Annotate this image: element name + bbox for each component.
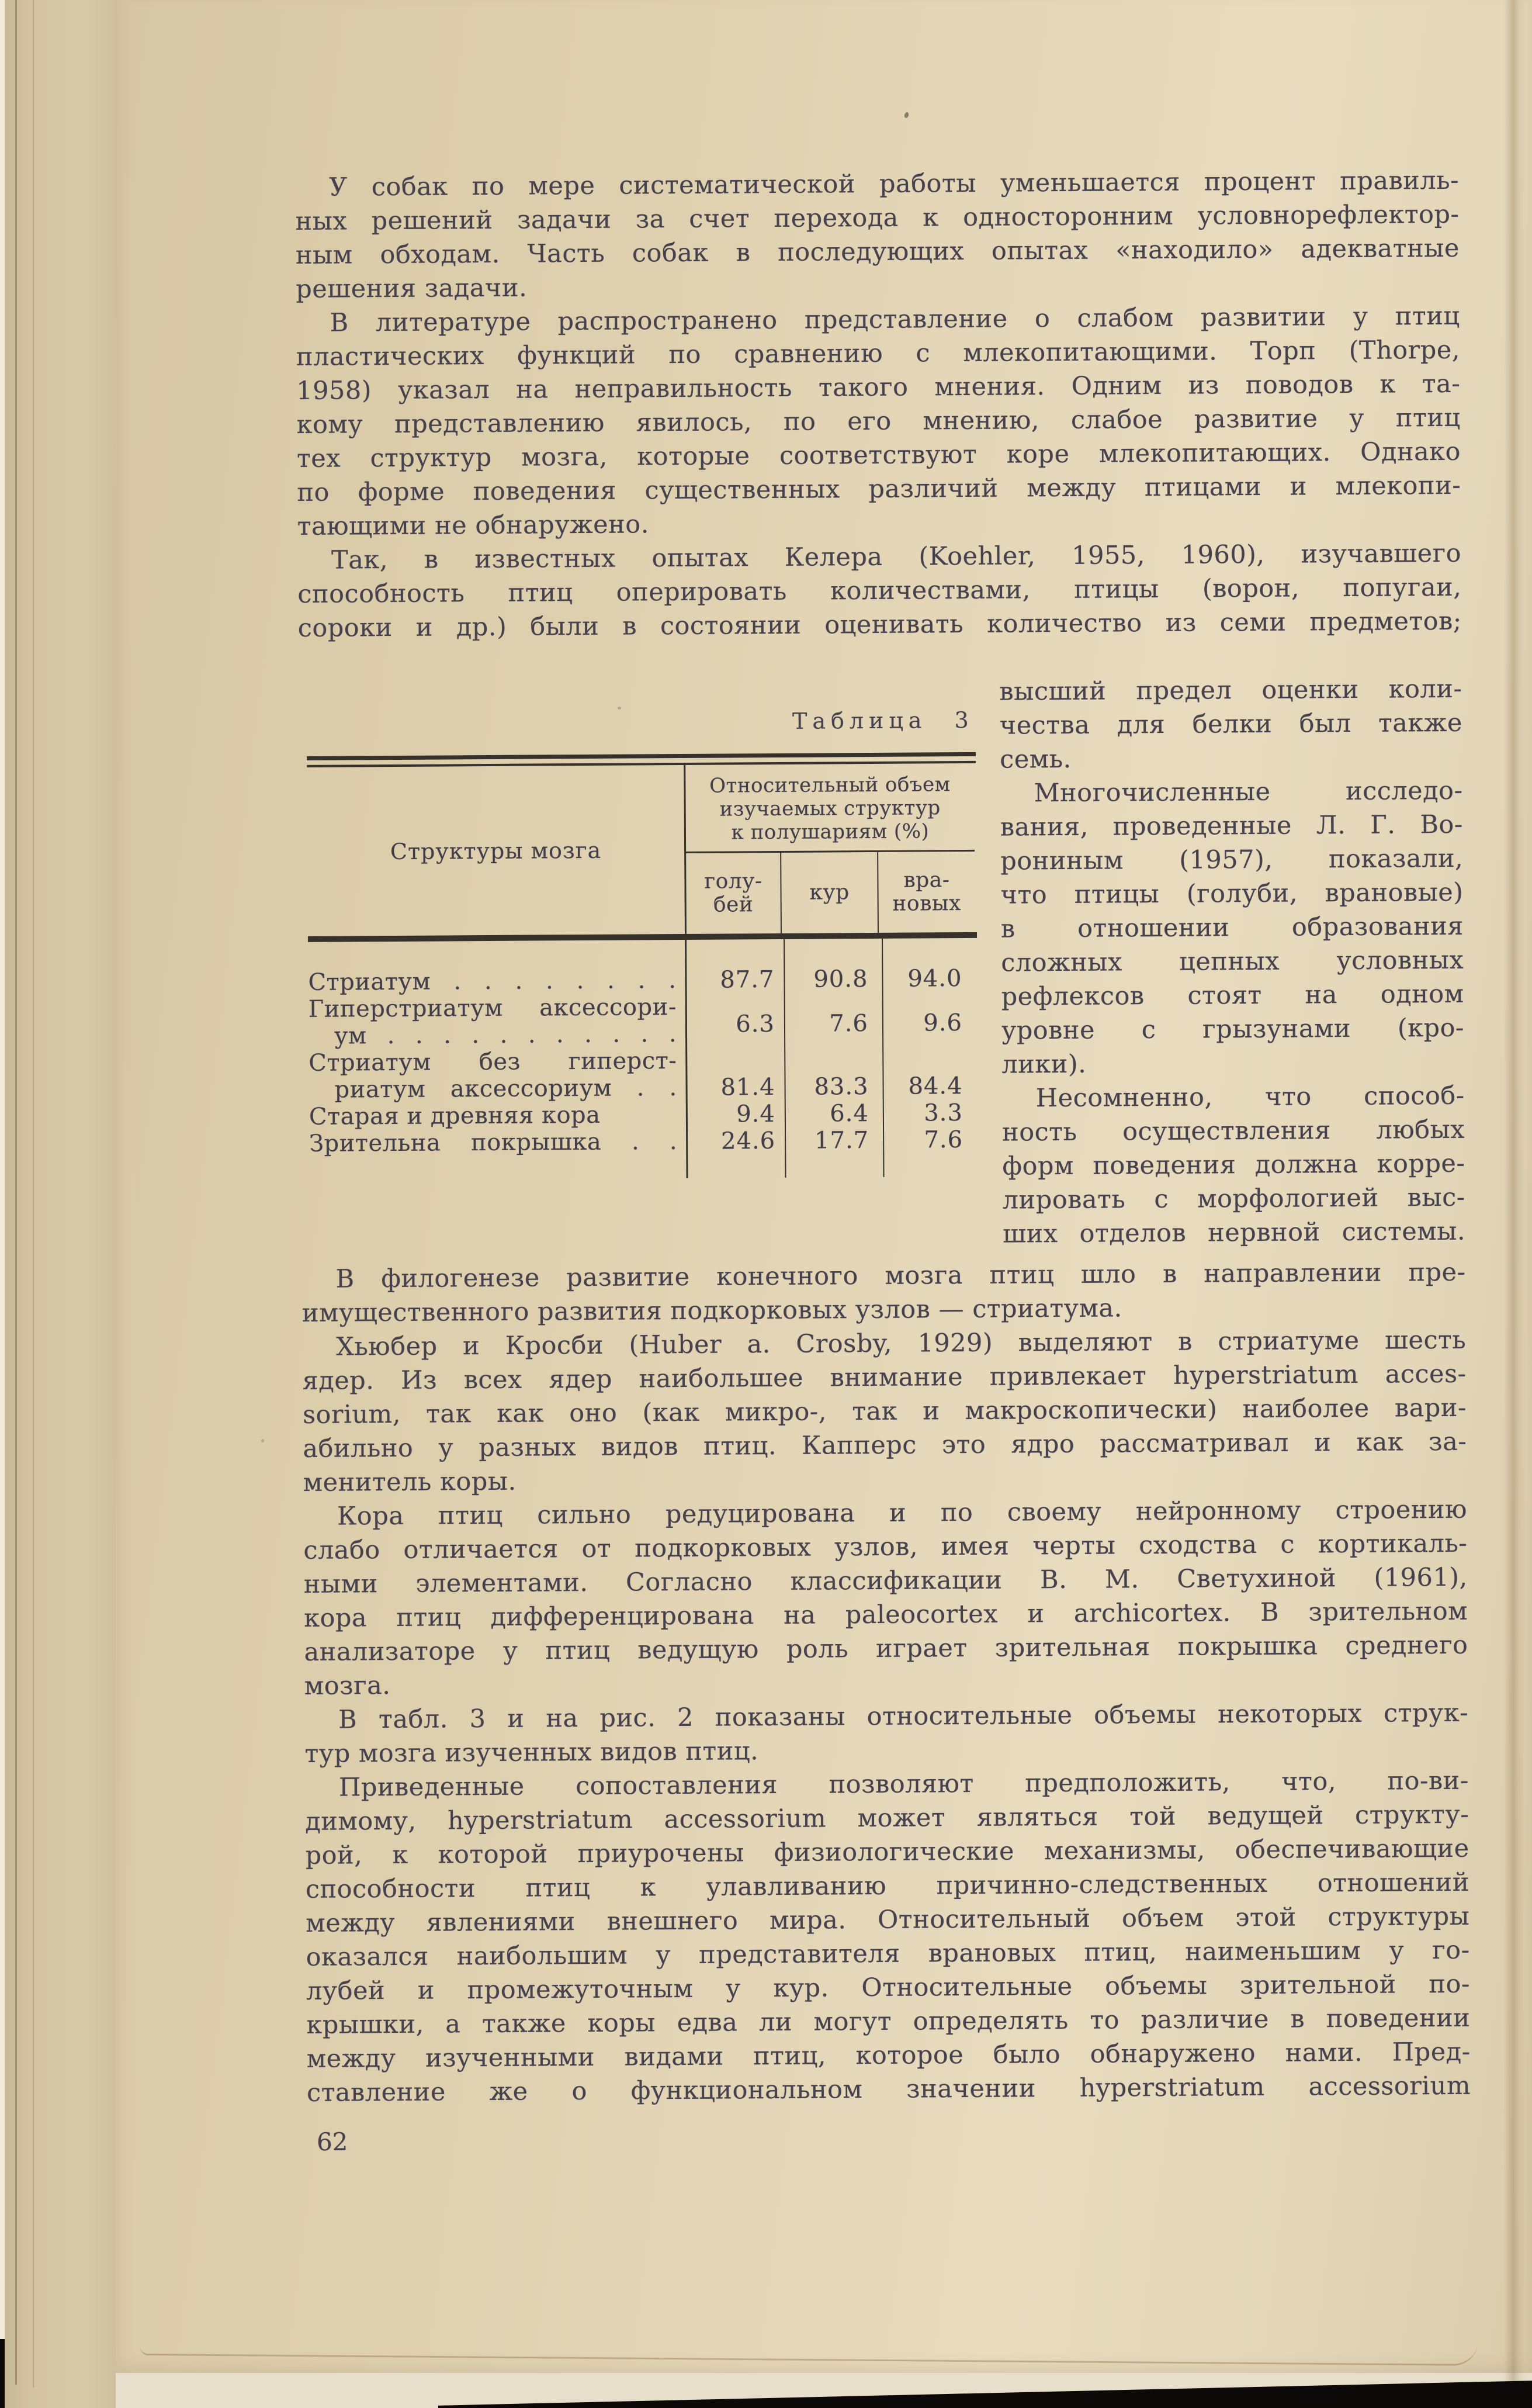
text-line: Хьюбер и Кросби (Huber a. Crosby, 1929) выделяют в стриатуме шесть [336, 1325, 1467, 1362]
cell-value: 17.7 [814, 1127, 869, 1154]
text-line: чества для белки был также [999, 708, 1462, 741]
paragraph [305, 1764, 1471, 2110]
group-header-line: изучаемых структур [719, 796, 941, 821]
text-line: пластических функций по сравнению с млекопитающими. Торп (Thorpe, [296, 335, 1461, 372]
page-text-column [295, 164, 1471, 2110]
text-line: высший предел оценки коли- [999, 674, 1462, 707]
text-line: рой, к которой приурочены физиологические механизмы, обеспечивающие [305, 1833, 1469, 1870]
text-line: 1958) указал на неправильность такого мнения. Одним из поводов к та- [296, 369, 1461, 406]
paragraph [301, 1255, 1466, 1330]
text-line: В литературе распространено представление о слабом развитии у птиц [330, 301, 1460, 338]
text-line: Приведенные сопоставления позволяют предположить, что, по-ви- [338, 1766, 1469, 1802]
text-line: по форме поведения существенных различий между птицами и млекопи- [297, 470, 1461, 507]
text-line: тающими не обнаружено. [297, 510, 650, 541]
text-line: лики). [1001, 1049, 1087, 1080]
paragraph [303, 1493, 1468, 1703]
text-line: ших отделов нервной системы. [1002, 1216, 1466, 1249]
text-line: абильно у разных видов птиц. Капперс это ядро рассматривал и как за- [303, 1427, 1467, 1464]
column-header-line: новых [892, 891, 961, 916]
row-label: Зрительна покрышка . . [309, 1128, 678, 1157]
paragraph [1002, 1079, 1466, 1251]
text-line: ставление же о функциональном значении hyperstriatum accessorium [306, 2071, 1471, 2108]
row-label: Гиперстриатум аксессори- [308, 994, 677, 1023]
page-number: 62 [316, 2127, 348, 2157]
row-label: риатум аксессориум . . [334, 1074, 677, 1103]
text-line: лубей и промежуточным у кур. Относительные объемы зрительной по- [306, 1969, 1471, 2006]
text-line: тех структур мозга, которые соответствуют коре млекопитающих. Однако [296, 437, 1461, 473]
cell-value: 87.7 [720, 966, 775, 994]
text-line: слабо отличается от подкорковых узлов, имея черты сходства с кортикаль- [303, 1528, 1468, 1565]
cell-value: 6.4 [830, 1100, 869, 1127]
text-line: В филогенезе развитие конечного мозга птиц шло в направлении пре- [335, 1257, 1466, 1294]
text-line: что птицы (голуби, врановые) [1000, 877, 1464, 910]
cell-value: 81.4 [720, 1074, 775, 1101]
text-line: Несомненно, что способ- [1035, 1081, 1465, 1113]
text-line: менитель коры. [303, 1466, 517, 1497]
cell-value: 84.4 [908, 1072, 963, 1100]
table-row [308, 965, 977, 996]
group-header-line: Относительный объем [709, 773, 951, 798]
text-line: форм поведения должна корре- [1002, 1148, 1465, 1181]
text-line: способность птиц оперировать количествами, птицы (ворон, попугаи, [297, 572, 1462, 609]
data-table [307, 752, 978, 1181]
text-line: анализаторе у птиц ведущую роль играет зрительная покрышка среднего [304, 1630, 1468, 1667]
table-row [309, 1046, 978, 1103]
page-edge-line [15, 0, 17, 2385]
paragraph [295, 164, 1460, 306]
text-line: между изученными видами птиц, которое было обнаружено нами. Пред- [306, 2037, 1471, 2074]
text-line: семь. [1000, 744, 1072, 774]
text-line: между явлениями внешнего мира. Относительный объем этой структуры [306, 1901, 1470, 1938]
table-stub-header: Структуры мозга [390, 837, 602, 864]
cell-value: 3.3 [924, 1099, 963, 1127]
column-header-line: вра- [903, 868, 950, 892]
page-edge-line [33, 0, 34, 2388]
text-line: уровне с грызунами (кро- [1001, 1013, 1465, 1046]
text-line: sorium, так как оно (как микро-, так и макроскопически) наиболее вари- [302, 1393, 1467, 1430]
text-line: решения задачи. [296, 273, 528, 304]
page-crease-shadow [1504, 0, 1525, 2382]
text-line: мозга. [304, 1671, 391, 1701]
paragraph [304, 1696, 1469, 1771]
cell-value: 83.3 [814, 1073, 869, 1101]
cell-value: 6.3 [736, 1011, 775, 1038]
table-subheaders [686, 852, 975, 934]
table-column [298, 675, 979, 1255]
paragraph [296, 299, 1461, 544]
text-line: Многочисленные исследо- [1034, 776, 1463, 808]
column-header-pigeons [686, 853, 782, 934]
text-line: У собак по мере систематической работы уменьшается процент правиль- [329, 165, 1460, 202]
text-line: в отношении образования [1000, 911, 1464, 944]
text-line: сороки и др.) были в состоянии оценивать количество из семи предметов; [297, 606, 1462, 643]
text-line: оказался наибольшим у представителя врановых птиц, наименьшим у го- [306, 1935, 1470, 1972]
text-line: ность осуществления любых [1001, 1115, 1465, 1147]
book-page-edges [5, 0, 119, 2408]
cell-value: 7.6 [924, 1126, 963, 1154]
text-line: ным обходам. Часть собак в последующих опытах «находило» адекватные [295, 233, 1460, 270]
text-line: В табл. 3 и на рис. 2 показаны относительные объемы некоторых струк- [338, 1698, 1469, 1735]
text-line: ными элементами. Согласно классификации В. М. Светухиной (1961), [303, 1562, 1468, 1599]
text-line: рефлексов стоят на одном [1001, 979, 1464, 1012]
paper-speck [261, 1439, 264, 1442]
column-header-hens [781, 852, 879, 933]
column-header-line: кур [809, 880, 850, 905]
table-group [684, 763, 975, 934]
paragraph [1000, 774, 1464, 1082]
cell-value: 9.6 [923, 1009, 963, 1037]
cell-value: 24.6 [720, 1127, 776, 1155]
table-caption: Таблица 3 [792, 707, 974, 734]
cell-value: 7.6 [829, 1010, 869, 1037]
text-line: кому представлению явилось, по его мнению, слабое развитие у птиц [296, 403, 1461, 440]
text-line: рониным (1957), показали, [1000, 843, 1464, 876]
column-header-corvids [878, 852, 975, 933]
text-line: ных решений задачи за счет перехода к односторонним условнорефлектор- [295, 199, 1460, 236]
column-header-line: бей [713, 892, 754, 917]
table-row [309, 1099, 978, 1130]
group-header-line: к полушариям (%) [731, 819, 930, 845]
text-line: Кора птиц сильно редуцирована и по своему нейронному строению [337, 1494, 1468, 1531]
text-line: димому, hyperstriatum accessorium может являться той ведущей структу- [305, 1800, 1469, 1836]
row-label: Стриатум . . . . . . . . [308, 967, 677, 996]
text-line: кора птиц дифференцирована на paleocortex и archicortex. В зрительном [303, 1596, 1468, 1633]
text-line: Так, в известных опытах Келера (Koehler, 1955, 1960), изучавшего [331, 538, 1462, 575]
row-label: Старая и древняя кора [309, 1101, 601, 1130]
table-row [309, 1126, 978, 1157]
row-label: Стриатум без гиперст- [309, 1047, 677, 1077]
text-line: способности птиц к улавливанию причинно-следственных отношений [305, 1867, 1470, 1904]
row-label: ум . . . . . . . . . . . [334, 1020, 677, 1050]
paragraph [999, 672, 1462, 777]
paragraph [297, 537, 1462, 645]
table-group-header [685, 763, 975, 853]
text-line: крышки, а также коры едва ли могут определять то различие в поведении [306, 2003, 1471, 2040]
text-line: сложных цепных условных [1001, 945, 1464, 978]
cell-value: 90.8 [813, 966, 868, 993]
text-line: тур мозга изученных видов птиц. [304, 1736, 759, 1769]
two-column-section [298, 672, 1465, 1255]
text-line: ядер. Из всех ядер наибольшее внимание привлекает hyperstriatum acces- [302, 1359, 1467, 1396]
text-line: имущественного развития подкорковых узлов — стриатума. [301, 1293, 1122, 1328]
text-line: вания, проведенные Л. Г. Во- [1000, 809, 1464, 842]
table-header [307, 763, 977, 936]
paragraph [302, 1323, 1467, 1500]
cell-value: 94.0 [907, 965, 962, 992]
table-body [308, 938, 978, 1181]
column-header-line: голу- [704, 869, 762, 894]
right-text-column [999, 672, 1465, 1251]
table-row [309, 992, 978, 1050]
text-line: лировать с морфологией выс- [1002, 1182, 1465, 1215]
cell-value: 9.4 [736, 1101, 776, 1128]
